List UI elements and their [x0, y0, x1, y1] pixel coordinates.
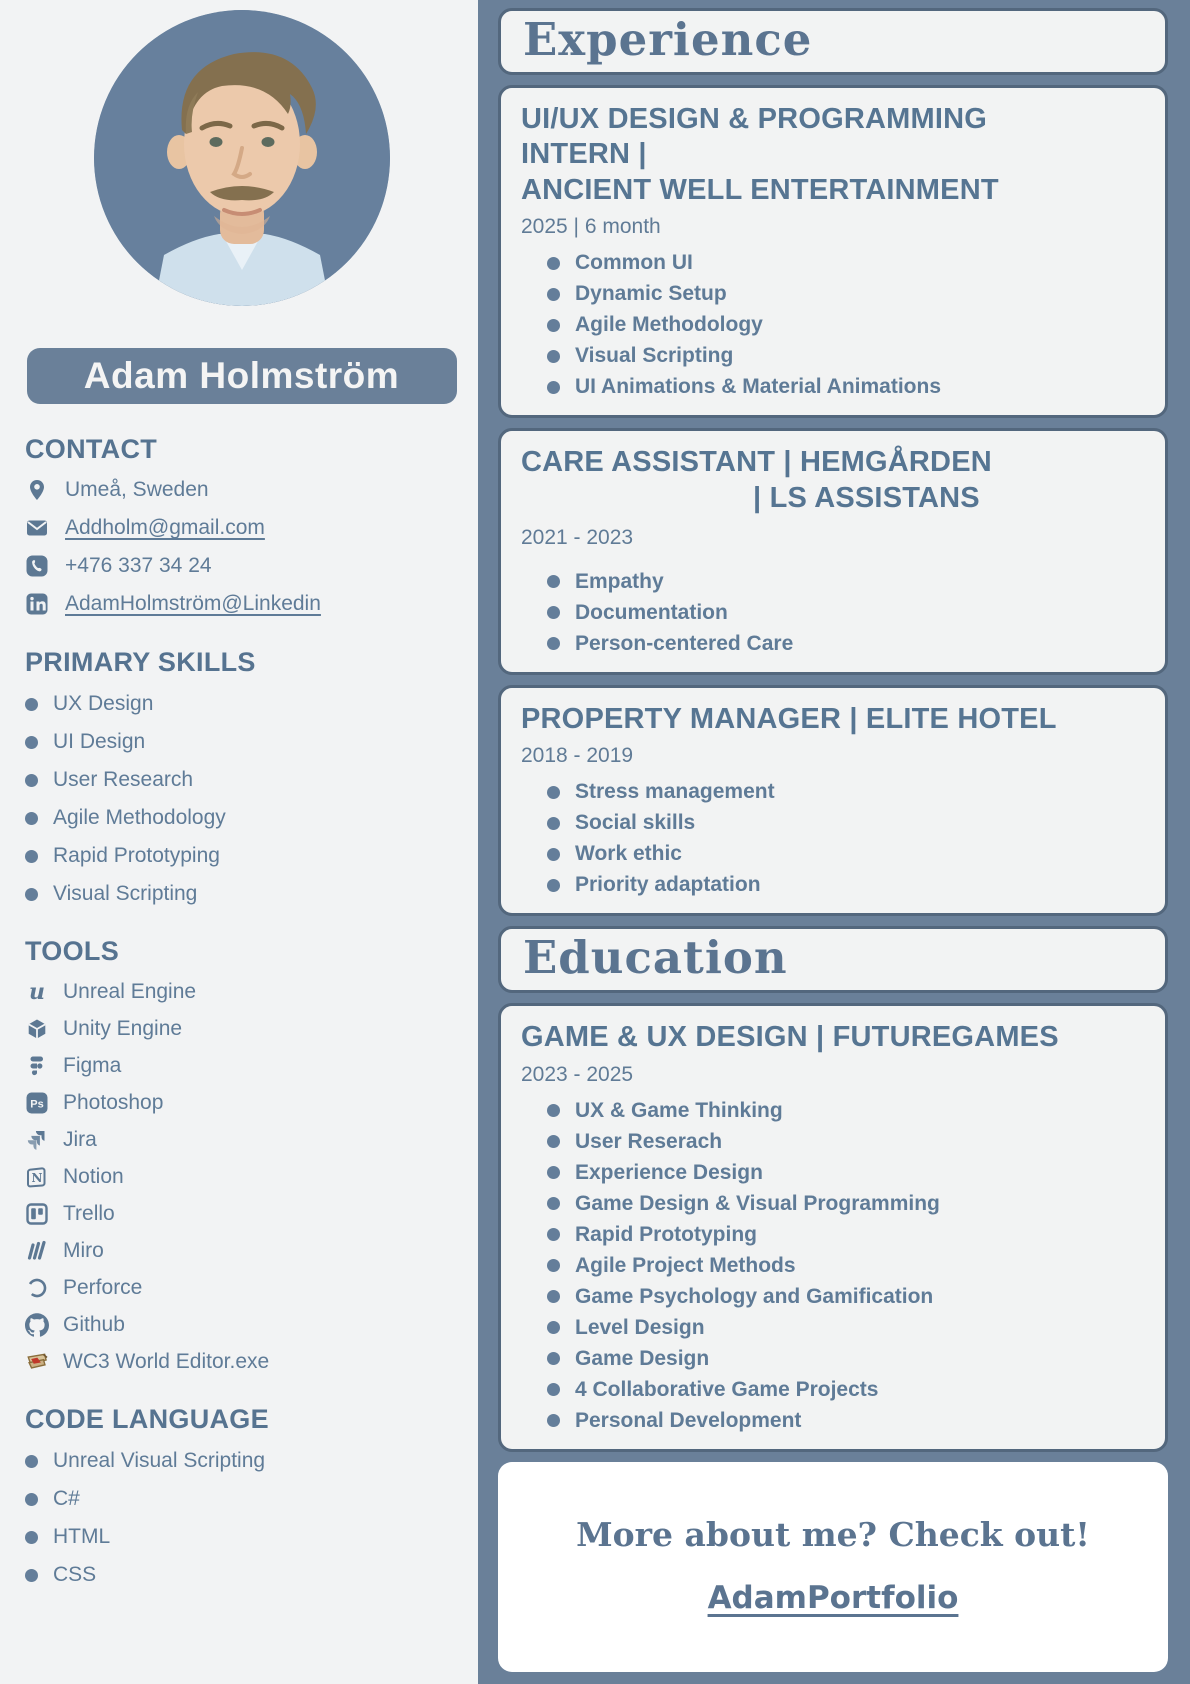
tool-label: Unreal Engine [63, 979, 197, 1003]
person-name: Adam Holmström [83, 355, 400, 396]
primary-skills-list [25, 692, 458, 906]
job-bullet-label: Common UI [575, 251, 693, 275]
experience-heading: Experience [523, 13, 813, 66]
job-bullet [547, 570, 1145, 594]
tool-item [25, 1238, 458, 1263]
tool-label: Figma [63, 1053, 122, 1077]
education-card-futuregames [498, 1003, 1168, 1451]
svg-text:u: u [29, 979, 45, 1004]
name-plate [27, 348, 457, 404]
trello-icon [25, 1202, 49, 1226]
miro-icon [25, 1239, 49, 1263]
skill-item [25, 692, 458, 716]
program-bullet-label: Experience Design [575, 1160, 763, 1184]
skill-label: User Research [53, 768, 194, 791]
program-bullet-label: Personal Development [575, 1408, 802, 1432]
tool-item [25, 1016, 458, 1041]
skill-item [25, 806, 458, 830]
job-title-line: UI/UX DESIGN & PROGRAMMING [521, 103, 987, 135]
code-language-item [25, 1525, 458, 1549]
skill-label: Visual Scripting [53, 882, 198, 905]
code-language-item [25, 1563, 458, 1587]
tool-label: Perforce [63, 1275, 143, 1299]
code-language-label: HTML [53, 1525, 111, 1548]
education-banner-card [498, 926, 1168, 993]
tool-item [25, 1349, 458, 1374]
program-bullet-label: Level Design [575, 1315, 705, 1339]
perforce-icon [25, 1276, 49, 1300]
job-title [521, 702, 1145, 737]
tool-item [25, 1201, 458, 1226]
job-title-line: INTERN | [521, 138, 647, 171]
portfolio-link[interactable]: AdamPortfolio [707, 1580, 959, 1617]
portfolio-headline: More about me? Check out! [576, 1515, 1090, 1555]
notion-icon [25, 1165, 49, 1189]
tools-list [25, 979, 458, 1374]
experience-card-ancient-well [498, 85, 1168, 418]
left-sidebar [0, 0, 478, 1684]
job-bullet [547, 251, 1145, 275]
code-language-heading: CODE LANGUAGE [25, 1404, 269, 1434]
program-bullet [547, 1347, 1145, 1371]
job-title-line: | LS ASSISTANS [753, 481, 980, 514]
contact-heading: CONTACT [25, 434, 158, 464]
program-bullet-label: Game Psychology and Gamification [575, 1284, 934, 1308]
job-period: 2021 - 2023 [521, 525, 634, 549]
portfolio-card [498, 1462, 1168, 1672]
skill-item [25, 768, 458, 792]
program-bullet [547, 1378, 1145, 1402]
skill-item [25, 882, 458, 906]
program-bullet-label: Game Design & Visual Programming [575, 1191, 940, 1215]
program-bullet-label: Agile Project Methods [575, 1253, 796, 1277]
job-bullet [547, 344, 1145, 368]
tool-item [25, 1090, 458, 1115]
code-language-item [25, 1449, 458, 1473]
job-period: 2025 | 6 month [521, 215, 661, 239]
job-bullet-label: Priority adaptation [575, 873, 761, 897]
program-bullet [547, 1161, 1145, 1185]
job-bullet [547, 282, 1145, 306]
contact-location: Umeå, Sweden [65, 478, 209, 501]
job-bullet-label: Empathy [575, 569, 664, 593]
jira-icon [25, 1128, 49, 1152]
contact-item-location [25, 477, 458, 503]
job-bullet-label: Work ethic [575, 842, 682, 866]
program-bullet-label: Game Design [575, 1346, 710, 1370]
job-bullet-label: Documentation [575, 600, 728, 624]
contact-list [25, 477, 458, 617]
svg-text:N: N [31, 1170, 43, 1185]
program-bullet [547, 1409, 1145, 1433]
linkedin-icon [25, 592, 49, 616]
code-language-label: Unreal Visual Scripting [53, 1449, 266, 1472]
job-bullet-list [547, 251, 1145, 399]
experience-card-hemgarden [498, 428, 1168, 675]
email-link[interactable]: Addholm@gmail.com [65, 516, 265, 539]
job-bullet [547, 601, 1145, 625]
job-bullet-list [547, 570, 1145, 656]
skill-label: UX Design [53, 692, 154, 715]
portrait-illustration [94, 10, 390, 306]
program-bullet-label: User Reserach [575, 1129, 723, 1153]
tool-label: Trello [63, 1201, 115, 1225]
program-bullet [547, 1223, 1145, 1247]
program-bullet [547, 1285, 1145, 1309]
job-bullet [547, 811, 1145, 835]
job-bullet-label: Dynamic Setup [575, 282, 727, 306]
program-bullet [547, 1254, 1145, 1278]
tool-label: Unity Engine [63, 1016, 183, 1040]
tool-label: Miro [63, 1238, 104, 1262]
photoshop-icon [25, 1091, 49, 1115]
job-bullet-label: Agile Methodology [575, 313, 763, 337]
skill-label: UI Design [53, 730, 146, 753]
experience-banner-card [498, 8, 1168, 75]
primary-skills-heading: PRIMARY SKILLS [25, 647, 256, 677]
location-icon [25, 478, 49, 502]
program-bullet-label: 4 Collaborative Game Projects [575, 1377, 879, 1401]
email-icon [25, 516, 49, 540]
unity-engine-icon [25, 1017, 49, 1041]
profile-photo [94, 10, 390, 306]
skill-item [25, 730, 458, 754]
unreal-engine-icon [25, 980, 49, 1004]
github-icon [25, 1313, 49, 1337]
job-bullet-label: Person-centered Care [575, 631, 794, 655]
tool-item [25, 1312, 458, 1337]
svg-text:Ps: Ps [30, 1098, 44, 1110]
job-period: 2018 - 2019 [521, 744, 634, 768]
program-bullet [547, 1192, 1145, 1216]
job-title-line: PROPERTY MANAGER | ELITE HOTEL [521, 702, 1057, 735]
job-bullet-label: UI Animations & Material Animations [575, 375, 941, 399]
job-bullet-label: Stress management [575, 780, 775, 804]
linkedin-link[interactable]: AdamHolmström@Linkedin [65, 592, 321, 615]
program-title [521, 1020, 1145, 1055]
job-bullet [547, 780, 1145, 804]
job-bullet-list [547, 780, 1145, 897]
job-title-line: CARE ASSISTANT | HEMGÅRDEN [521, 446, 992, 479]
code-language-list [25, 1449, 458, 1587]
skill-item [25, 844, 458, 868]
tool-item [25, 1053, 458, 1078]
tool-label: Github [63, 1312, 125, 1336]
program-title-line: GAME & UX DESIGN | FUTUREGAMES [521, 1021, 1059, 1054]
contact-phone: +476 337 34 24 [65, 554, 212, 577]
contact-item-linkedin [25, 591, 458, 617]
job-bullet-label: Visual Scripting [575, 344, 734, 368]
contact-item-phone [25, 553, 458, 579]
tools-heading: TOOLS [25, 936, 120, 966]
tool-label: Photoshop [63, 1090, 164, 1114]
program-bullet-list [547, 1099, 1145, 1433]
tool-item [25, 979, 458, 1004]
tool-label: Notion [63, 1164, 124, 1188]
job-bullet [547, 375, 1145, 399]
figma-icon [25, 1054, 49, 1078]
tool-label: WC3 World Editor.exe [63, 1349, 270, 1373]
job-bullet-label: Social skills [575, 811, 696, 835]
program-bullet-label: UX & Game Thinking [575, 1098, 783, 1122]
skill-label: Agile Methodology [53, 806, 226, 829]
tool-item [25, 1127, 458, 1152]
wc3-world-editor-icon [25, 1350, 49, 1374]
code-language-item [25, 1487, 458, 1511]
contact-item-email [25, 515, 458, 541]
program-bullet [547, 1316, 1145, 1340]
program-bullet [547, 1130, 1145, 1154]
right-panel [478, 0, 1190, 1684]
program-bullet [547, 1099, 1145, 1123]
program-bullet-label: Rapid Prototyping [575, 1222, 757, 1246]
program-period: 2023 - 2025 [521, 1062, 634, 1086]
code-language-label: C# [53, 1487, 80, 1510]
skill-label: Rapid Prototyping [53, 844, 220, 867]
tool-label: Jira [63, 1127, 97, 1151]
education-heading: Education [523, 931, 788, 985]
job-bullet [547, 632, 1145, 656]
job-title-line: ANCIENT WELL ENTERTAINMENT [521, 173, 999, 206]
experience-card-elite-hotel [498, 685, 1168, 916]
code-language-label: CSS [53, 1563, 97, 1586]
tool-item [25, 1164, 458, 1189]
job-title [521, 445, 1145, 516]
job-bullet [547, 313, 1145, 337]
tool-item [25, 1275, 458, 1300]
job-bullet [547, 842, 1145, 866]
phone-icon [25, 554, 49, 578]
job-bullet [547, 873, 1145, 897]
job-title [521, 102, 1145, 208]
